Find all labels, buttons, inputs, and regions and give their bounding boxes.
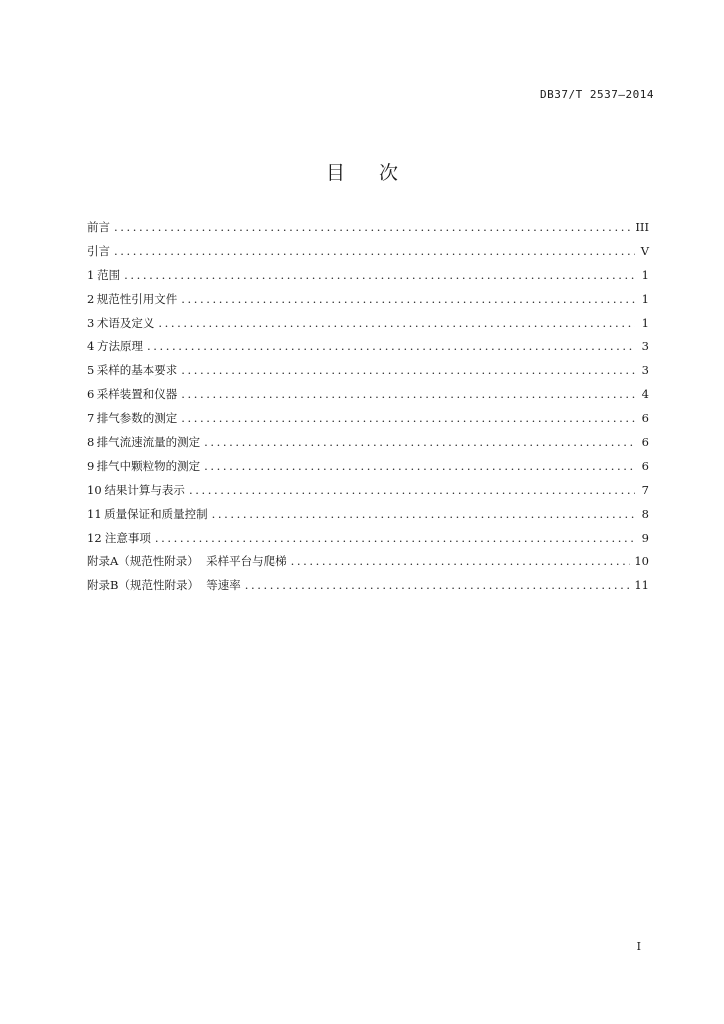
- toc-entry-label: 引言: [87, 243, 110, 258]
- toc-entry-page: V: [640, 243, 649, 258]
- toc-entry-page: 4: [641, 387, 649, 402]
- toc-entry-page: 10: [634, 554, 649, 569]
- toc-entry[interactable]: [87, 387, 649, 411]
- toc-entry[interactable]: [87, 435, 649, 459]
- toc-entry-label: 注意事项: [104, 530, 151, 545]
- page-title: 目次: [325, 162, 432, 184]
- dot-leader: [181, 411, 635, 425]
- toc-entry-label: 采样的基本要求: [96, 363, 178, 378]
- toc-entry[interactable]: [87, 483, 649, 507]
- toc-entry-page: 6: [641, 411, 649, 426]
- toc-entry-page: 6: [641, 435, 649, 450]
- table-of-contents: [87, 220, 649, 602]
- dot-leader: [204, 459, 635, 473]
- dot-leader: [245, 578, 631, 592]
- toc-entry[interactable]: [87, 531, 649, 555]
- toc-entry[interactable]: [87, 244, 649, 268]
- dot-leader: [181, 387, 635, 401]
- toc-entry-label: 范围: [97, 267, 121, 282]
- toc-entry-label: 结果计算与表示: [104, 482, 185, 497]
- toc-entry-label: 排气流速流量的测定: [96, 435, 201, 450]
- toc-entry-label: 规范性引用文件: [96, 291, 178, 306]
- toc-entry-page: 1: [641, 267, 649, 282]
- toc-entry-number: 6: [87, 387, 95, 402]
- dot-leader: [114, 244, 635, 258]
- toc-entry-number: 3: [87, 315, 95, 330]
- toc-entry-number: 12: [87, 530, 102, 545]
- dot-leader: [158, 316, 635, 330]
- dot-leader: [181, 292, 635, 306]
- toc-entry-label: 附录B（规范性附录） 等速率: [87, 578, 241, 593]
- toc-entry[interactable]: [87, 411, 649, 435]
- toc-entry[interactable]: [87, 459, 649, 483]
- toc-entry-page: 1: [641, 291, 649, 306]
- toc-entry-page: III: [635, 220, 649, 234]
- toc-entry-page: 1: [641, 315, 649, 330]
- toc-entry-number: 10: [87, 482, 102, 497]
- toc-entry[interactable]: [87, 316, 649, 340]
- page-folio: I: [636, 940, 641, 953]
- toc-entry[interactable]: [87, 507, 649, 531]
- toc-entry[interactable]: [87, 220, 649, 244]
- toc-entry-label: 采样装置和仪器: [96, 387, 178, 402]
- dot-leader: [204, 435, 635, 449]
- dot-leader: [114, 220, 631, 234]
- toc-entry-label: 质量保证和质量控制: [104, 506, 208, 521]
- toc-entry-number: 1: [87, 267, 95, 282]
- toc-entry-label: 排气中颗粒物的测定: [96, 458, 201, 473]
- toc-entry-page: 6: [641, 458, 649, 473]
- dot-leader: [124, 268, 635, 282]
- toc-entry-page: 3: [641, 363, 649, 378]
- toc-entry-label: 附录A（规范性附录） 采样平台与爬梯: [87, 554, 287, 569]
- toc-entry-page: 8: [641, 506, 649, 521]
- toc-entry-number: 9: [87, 458, 95, 473]
- toc-entry-number: 11: [87, 506, 102, 521]
- toc-entry-number: 4: [87, 339, 95, 354]
- toc-entry-number: 2: [87, 291, 95, 306]
- toc-entry[interactable]: [87, 339, 649, 363]
- toc-entry-label: 方法原理: [96, 339, 143, 354]
- toc-entry-number: 7: [87, 411, 95, 426]
- toc-entry-label: 排气参数的测定: [96, 411, 178, 426]
- toc-entry-page: 3: [641, 339, 649, 354]
- dot-leader: [181, 363, 635, 377]
- document-code: DB37/T 2537—2014: [540, 88, 654, 101]
- toc-entry[interactable]: [87, 292, 649, 316]
- toc-entry[interactable]: [87, 268, 649, 292]
- toc-entry-label: 前言: [87, 220, 110, 234]
- toc-entry-label: 术语及定义: [96, 315, 155, 330]
- toc-entry[interactable]: [87, 578, 649, 602]
- toc-entry[interactable]: [87, 363, 649, 387]
- toc-entry-number: 8: [87, 435, 95, 450]
- dot-leader: [189, 483, 635, 497]
- toc-entry-page: 9: [641, 530, 649, 545]
- dot-leader: [212, 507, 635, 521]
- toc-entry-number: 5: [87, 363, 95, 378]
- toc-entry-page: 7: [641, 482, 649, 497]
- dot-leader: [155, 531, 635, 545]
- toc-entry[interactable]: [87, 554, 649, 578]
- toc-entry-page: 11: [634, 578, 649, 593]
- dot-leader: [147, 339, 635, 353]
- dot-leader: [291, 554, 631, 568]
